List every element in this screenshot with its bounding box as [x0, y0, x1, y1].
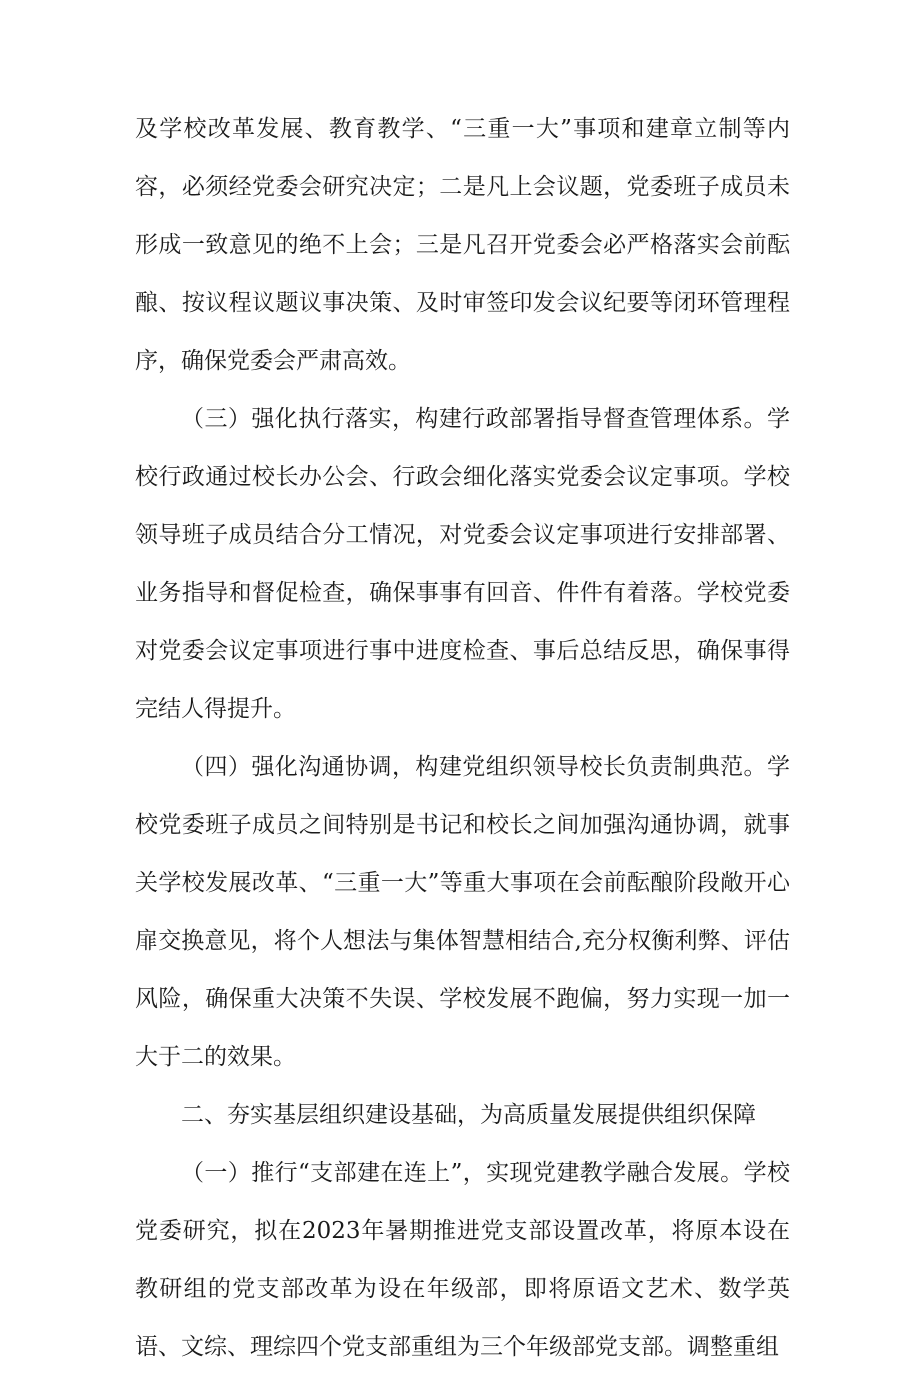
section-heading-organization: 二、夯实基层组织建设基础，为高质量发展提供组织保障 [181, 1102, 756, 1128]
paragraph-coordination: （四）强化沟通协调，构建党组织领导校长负责制典范。学校党委班子成员之间特别是书记和校长之间加强沟通协调，就事关学校发展改革、“三重一大”等重大事项在会前酝酿阶段敞开心扉交换意见，将个人想法与集体智慧相结合,充分权衡利弊、评估风险，确保重大决策不失误、学校发展不跑偏，努力实现一加一大于二的效果。 [135, 754, 790, 1070]
paragraph-branch-reform: （一）推行“支部建在连上”，实现党建教学融合发展。学校党委研究，拟在2023年暑期推进党支部设置改革，将原本设在教研组的党支部改革为设在年级部，即将原语文艺术、数学英语、文综、理综四个党支部重组为三个年级部党支部。调整重组 [135, 1160, 790, 1360]
paragraph-decision-rules: 及学校改革发展、教育教学、“三重一大”事项和建章立制等内容，必须经党委会研究决定；二是凡上会议题，党委班子成员未形成一致意见的绝不上会；三是凡召开党委会必严格落实会前酝酿、按议程议题议事决策、及时审签印发会议纪要等闭环管理程序，确保党委会严肃高效。 [135, 116, 790, 374]
paragraph-execution: （三）强化执行落实，构建行政部署指导督查管理体系。学校行政通过校长办公会、行政会细化落实党委会议定事项。学校领导班子成员结合分工情况，对党委会议定事项进行安排部署、业务指导和督促检查，确保事事有回音、件件有着落。学校党委对党委会议定事项进行事中进度检查、事后总结反思，确保事得完结人得提升。 [135, 406, 790, 722]
document-body [135, 100, 790, 1376]
